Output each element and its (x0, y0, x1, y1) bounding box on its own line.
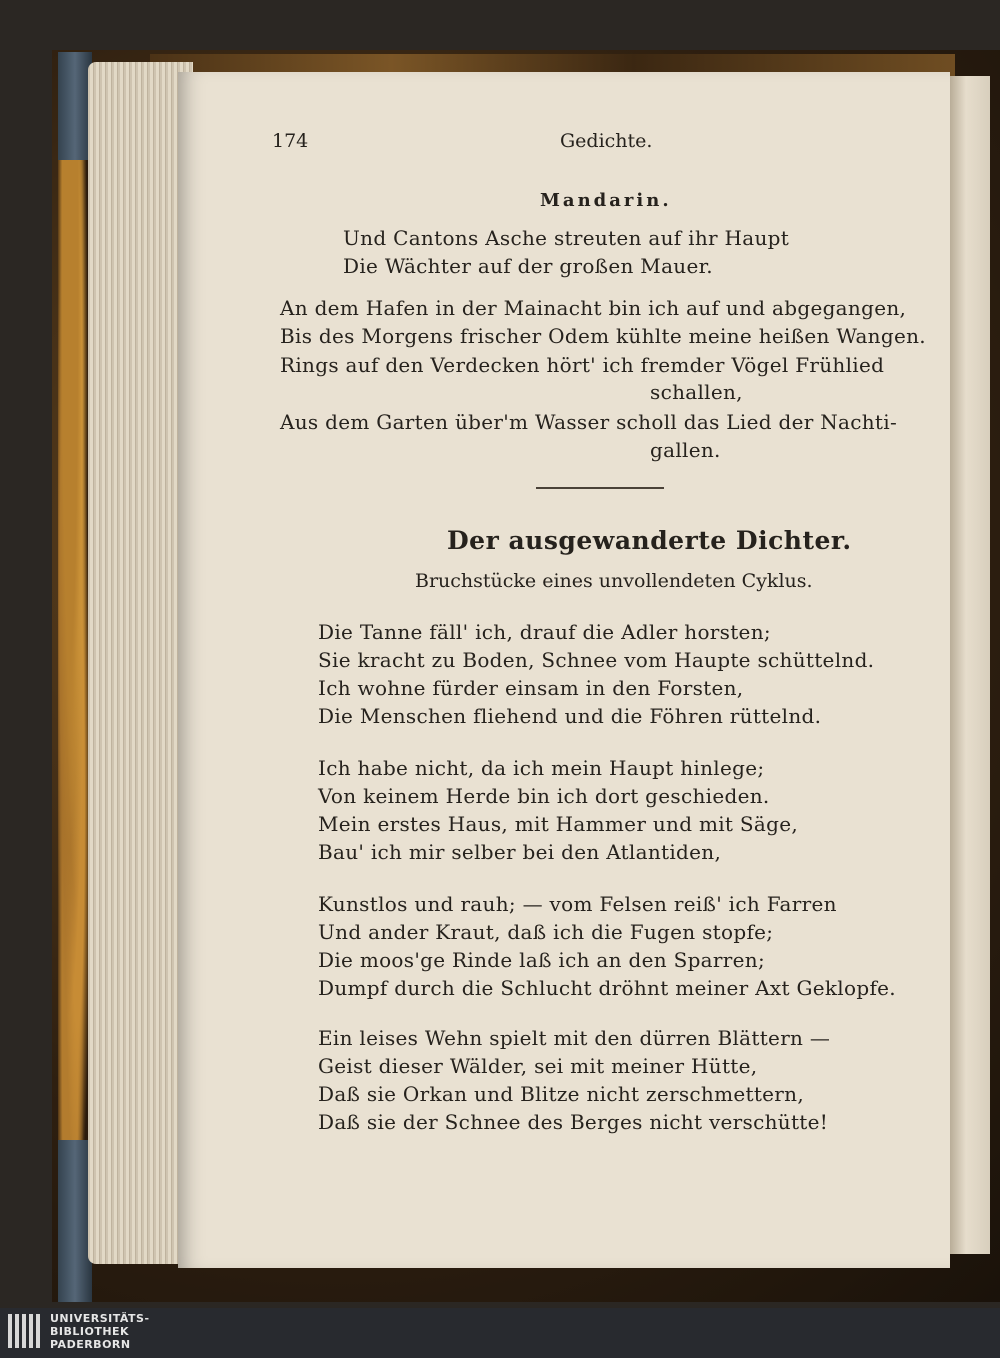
marbled-cover-edge (58, 160, 88, 1140)
poem-line: Die Menschen fliehend und die Föhren rüttelnd. (318, 704, 822, 728)
poem-line: Kunstlos und rauh; — vom Felsen reiß' ich Farren (318, 892, 837, 916)
logo-line: UNIVERSITÄTS- (50, 1312, 150, 1325)
poem-line: Bis des Morgens frischer Odem kühlte meine heißen Wangen. (280, 324, 926, 348)
poem-line: Und Cantons Asche streuten auf ihr Haupt (343, 226, 790, 250)
library-logo-text (50, 1312, 150, 1351)
poem-line: Ich habe nicht, da ich mein Haupt hinlege; (318, 756, 765, 780)
poem-line: Und ander Kraut, daß ich die Fugen stopfe; (318, 920, 774, 944)
poem-line: Ein leises Wehn spielt mit den dürren Blättern — (318, 1026, 831, 1050)
poem-line: Ich wohne fürder einsam in den Forsten, (318, 676, 744, 700)
running-title: Gedichte. (560, 130, 653, 152)
poem-line: Bau' ich mir selber bei den Atlantiden, (318, 840, 722, 864)
poem-line: gallen. (650, 438, 721, 462)
poem-line: Geist dieser Wälder, sei mit meiner Hütte, (318, 1054, 758, 1078)
logo-line: PADERBORN (50, 1338, 131, 1351)
poem-line: schallen, (650, 380, 743, 404)
logo-line: BIBLIOTHEK (50, 1325, 130, 1338)
poem-line: Die Tanne fäll' ich, drauf die Adler horsten; (318, 620, 771, 644)
library-footer-bar (0, 1308, 1000, 1358)
poem-title-mandarin: Mandarin. (540, 190, 672, 211)
poem-line: Rings auf den Verdecken hört' ich fremder Vögel Frühlied (280, 353, 885, 377)
page-number: 174 (272, 130, 309, 152)
poem-line: Mein erstes Haus, mit Hammer und mit Säge, (318, 812, 799, 836)
poem-line: Aus dem Garten über'm Wasser scholl das Lied der Nachti- (280, 410, 898, 434)
poem-line: Sie kracht zu Boden, Schnee vom Haupte schüttelnd. (318, 648, 875, 672)
poem-line: Dumpf durch die Schlucht dröhnt meiner Axt Geklopfe. (318, 976, 896, 1000)
poem-line: An dem Hafen in der Mainacht bin ich auf und abgegangen, (280, 296, 907, 320)
poem-title-dichter: Der ausgewanderte Dichter. (447, 526, 852, 555)
poem-line: Die Wächter auf der großen Mauer. (343, 254, 713, 278)
poem-subtitle: Bruchstücke eines unvollendeten Cyklus. (415, 570, 813, 592)
poem-line: Die moos'ge Rinde laß ich an den Sparren; (318, 948, 765, 972)
library-logo-icon (8, 1312, 42, 1352)
facing-page-edge (950, 76, 990, 1254)
poem-line: Von keinem Herde bin ich dort geschieden. (318, 784, 770, 808)
poem-line: Daß sie Orkan und Blitze nicht zerschmettern, (318, 1082, 804, 1106)
section-divider (536, 487, 664, 489)
poem-line: Daß sie der Schnee des Berges nicht verschütte! (318, 1110, 829, 1134)
